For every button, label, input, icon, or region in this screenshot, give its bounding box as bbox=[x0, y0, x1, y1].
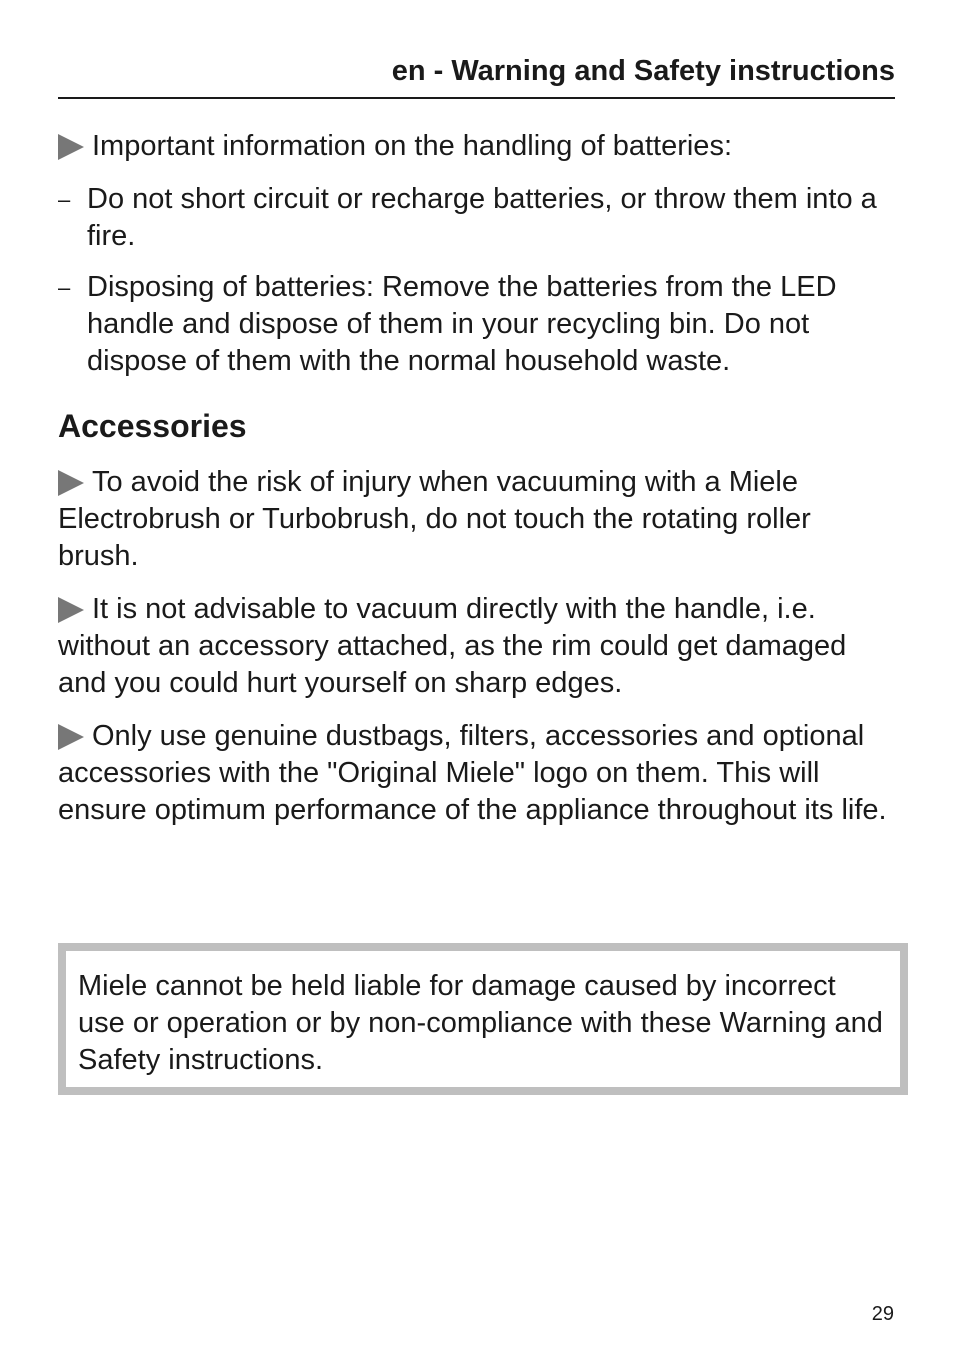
liability-notice-text: Miele cannot be held liable for damage caused by incorrect use or operation or by non-compliance with these Warning and Safety instructions. bbox=[78, 970, 883, 1076]
paragraph-text: To avoid the risk of injury when vacuuming with a Miele Electrobrush or Turbobrush, do not touch the rotating roller brush. bbox=[58, 466, 811, 572]
warning-arrow-icon bbox=[58, 470, 84, 496]
main-content bbox=[58, 128, 898, 845]
accessories-paragraph bbox=[58, 591, 898, 702]
list-item bbox=[58, 269, 898, 380]
warning-arrow-icon bbox=[58, 134, 84, 160]
paragraph-text: Only use genuine dustbags, filters, accessories and optional accessories with the "Original Miele" logo on them. This will ensure optimum performance of the appliance throughout its life. bbox=[58, 720, 887, 826]
paragraph-text: It is not advisable to vacuum directly with the handle, i.e. without an accessory attached, as the rim could get damaged and you could hurt yourself on sharp edges. bbox=[58, 593, 847, 699]
section-heading-accessories: Accessories bbox=[58, 408, 247, 444]
warning-arrow-icon bbox=[58, 724, 84, 750]
liability-notice-box bbox=[58, 943, 908, 1095]
dash-bullet-icon: – bbox=[58, 275, 71, 300]
dash-bullet-icon: – bbox=[58, 187, 71, 212]
accessories-paragraph bbox=[58, 718, 898, 829]
list-item-text: Disposing of batteries: Remove the batteries from the LED handle and dispose of them in your recycling bin. Do not dispose of them with the normal household waste. bbox=[87, 271, 837, 377]
list-item-text: Do not short circuit or recharge batteries, or throw them into a fire. bbox=[87, 183, 877, 252]
page-number: 29 bbox=[871, 1303, 894, 1325]
warning-arrow-icon bbox=[58, 597, 84, 623]
header-divider bbox=[58, 97, 895, 99]
list-item bbox=[58, 181, 898, 255]
page-header-title: en - Warning and Safety instructions bbox=[391, 55, 895, 87]
batteries-intro-text: Important information on the handling of batteries: bbox=[92, 130, 732, 162]
batteries-intro bbox=[58, 128, 898, 165]
accessories-paragraph bbox=[58, 464, 898, 575]
